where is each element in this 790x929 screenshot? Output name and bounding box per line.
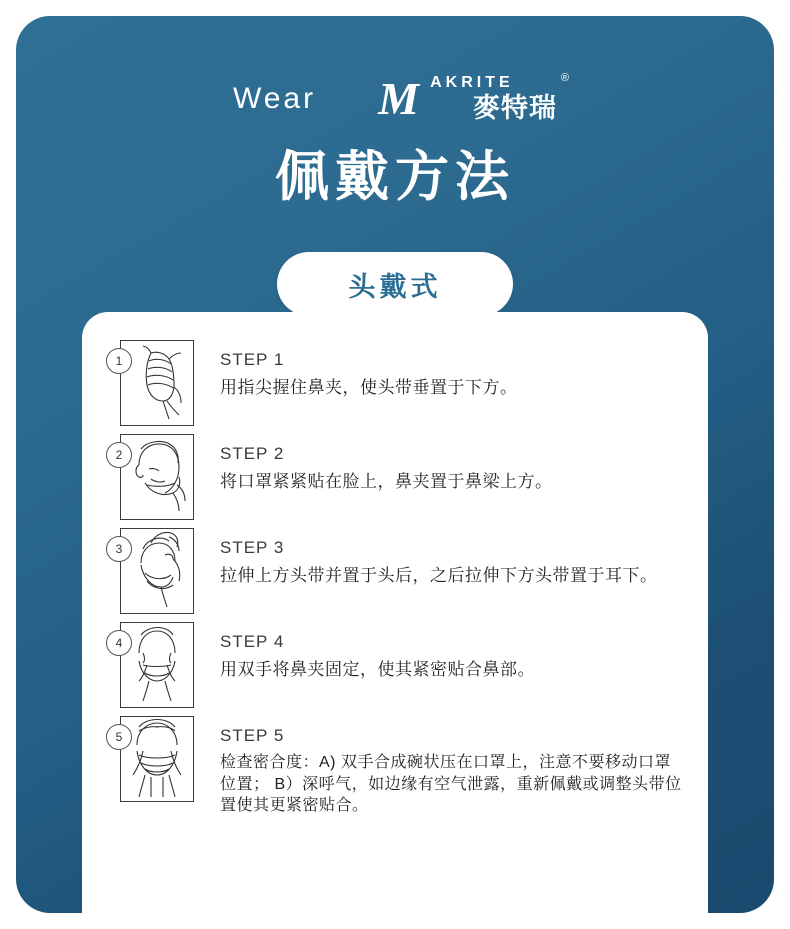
step-description: 将口罩紧紧贴在脸上，鼻夹置于鼻梁上方。 [220, 472, 553, 491]
step-text [220, 622, 535, 683]
page-title: 佩戴方法 [275, 147, 515, 207]
step-text [220, 340, 518, 401]
step-text [220, 716, 684, 817]
step-label: STEP 4 [220, 632, 285, 651]
list-item [106, 622, 684, 708]
step-description: 用指尖握住鼻夹，使头带垂置于下方。 [220, 378, 518, 397]
step-label: STEP 5 [220, 726, 285, 745]
step-number-badge: 1 [106, 348, 132, 374]
step-description: 检查密合度：A) 双手合成碗状压在口罩上，注意不要移动口罩位置； B）深呼气，如边缘有空气泄露，重新佩戴或调整头带位置使其更紧密贴合。 [220, 754, 682, 815]
wear-label: Wear [232, 81, 317, 115]
steps-panel [82, 312, 708, 913]
mask-on-face-icon [120, 434, 194, 520]
press-nose-clip-icon [120, 622, 194, 708]
step-description: 用双手将鼻夹固定，使其紧密贴合鼻部。 [220, 660, 535, 679]
pull-top-strap-icon [120, 528, 194, 614]
seal-check-icon [120, 716, 194, 802]
step-number-badge: 2 [106, 442, 132, 468]
steps-list [106, 340, 684, 825]
mask-with-straps-icon [120, 340, 194, 426]
step-number-badge: 4 [106, 630, 132, 656]
list-item [106, 716, 684, 817]
brand-chinese-name: 麥特瑞 [473, 93, 558, 123]
brand-logo [378, 72, 570, 125]
brand-english-name: AKRITE [430, 74, 514, 91]
headband-type-badge: 头戴式 [277, 252, 513, 316]
poster-header [16, 16, 774, 316]
list-item [106, 528, 684, 614]
list-item [106, 340, 684, 426]
step-description: 拉伸上方头带并置于头后，之后拉伸下方头带置于耳下。 [220, 566, 658, 585]
list-item [106, 434, 684, 520]
step-text [220, 434, 553, 495]
step-label: STEP 3 [220, 538, 285, 557]
step-label: STEP 2 [220, 444, 285, 463]
brand-mark-icon: M [378, 72, 420, 124]
header-top-row [16, 72, 774, 125]
step-number-badge: 5 [106, 724, 132, 750]
step-number-badge: 3 [106, 536, 132, 562]
step-text [220, 528, 658, 589]
step-label: STEP 1 [220, 350, 285, 369]
registered-trademark-icon: ® [560, 72, 570, 84]
poster-card [16, 16, 774, 913]
